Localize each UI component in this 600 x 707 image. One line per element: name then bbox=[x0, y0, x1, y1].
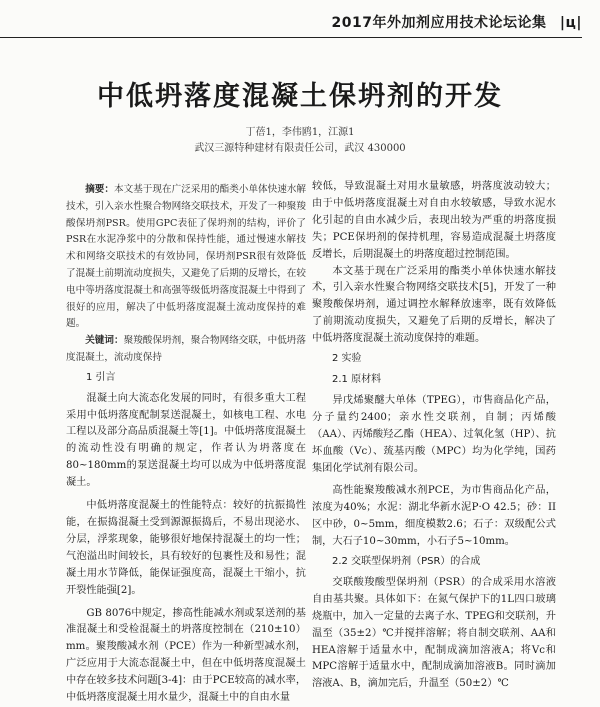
abstract-text: 本文基于现在广泛采用的酯类小单体快速水解技术，引入亲水性聚合物网络交联技术，开发了一种聚羧酸保坍剂PSR。使用GPC表征了保坍剂的结构，评价了PSR在水泥净浆中的分散和保持性能，通过慢速水解技术和网络交联技术的有效协同，保坍剂PSR很有效降低了混凝土前期流动度损失，又避免了后期的反增长，在较电中等坍落度混凝土和高强等级低坍落度混凝土中得到了很好的应用，解决了中低坍落度混凝土流动度保持的难题。 bbox=[66, 184, 307, 330]
section-heading-intro: 1 引言 bbox=[86, 371, 116, 383]
abstract bbox=[66, 182, 306, 333]
running-header bbox=[0, 12, 582, 32]
materials-paragraph-1: 异戊烯聚醚大单体（TPEG），市售商品化产品，分子量约2400；亲水性交联剂，自制；丙烯酸（AA）、丙烯酸羟乙酯（HEA）、过氧化氢（HP）、抗坏血酸（Vc）、巯基丙酸（MPC）均为化学纯，国药集团化学试剂有限公司。 bbox=[312, 394, 556, 474]
right-column bbox=[312, 179, 556, 693]
intro-paragraph-3: GB 8076中规定，掺高性能减水剂或泵送剂的基准混凝土和受检混凝土的坍落度控制在（210±10）mm。聚羧酸减水剂（PCE）作为一种新型减水剂，广泛应用于大流态混凝土中，但在中低坍落度混凝土中存在较多技术问题[3-4]：由于PCE较高的减水率，中低坍落度混凝土用水量少，混凝土中的自由水量 bbox=[66, 607, 307, 704]
section-heading-experiment: 2 实验 bbox=[332, 353, 362, 365]
intro-paragraph-4: 本文基于现在广泛采用的酯类小单体快速水解技术，引入亲水性聚合物网络交联技术[5]，开发了一种聚羧酸保坍剂，通过调控水解释放速率，既有效降低了前期流动度损失，又避免了后期的反增长，解决了中低坍落度混凝土流动度保持的难题。 bbox=[312, 265, 556, 345]
abstract-label: 摘要： bbox=[85, 184, 114, 195]
page-mark: |ц| bbox=[559, 15, 582, 31]
intro-paragraph-2: 中低坍落度混凝土的性能特点：较好的抗振捣性能，在振捣混凝土受到源源振捣后，不易出现泌水、分层，浮浆现象，能够很好地保持混凝土的均一性；气泡溢出时间较长，具有较好的包裹性及和易性；混凝土用水节降低，能保证强度高，混凝土干缩小，抗开裂性能强[2]。 bbox=[66, 500, 306, 596]
running-title: 2017年外加剂应用技术论坛论集 bbox=[331, 15, 547, 31]
left-column bbox=[66, 182, 306, 707]
section-heading-psr-synthesis: 2.2 交联型保坍剂（PSR）的合成 bbox=[332, 556, 481, 568]
paper-authors: 丁蓓1，李伟鸥1，江源1 bbox=[245, 127, 355, 138]
intro-paragraph-1: 混凝土向大流态化发展的同时，有很多重大工程采用中低坍落度配制泵送混凝土，如核电工程、水电工程以及部分高品质混凝土等[1]。中低坍落度混凝土的流动性没有明确的规定，作者认为坍落度在80~180mm的泵送混凝土均可以成为中低坍落度混凝土。 bbox=[66, 392, 306, 489]
psr-paragraph-1: 交联酸羧酸型保坍剂（PSR）的合成采用水溶液自由基共聚。具体如下：在氮气保护下的1L四口玻璃烧瓶中，加入一定量的去离子水、TPEG和交联剂，升温至（35±2）℃并搅拌溶解；将自制交联剂、AA和HEA溶解于适量水中，配制成滴加溶液A；将Vc和MPC溶解于适量水中，配制成滴加溶液B。同时滴加溶液A、B，滴加完后，升温至（50±2）℃ bbox=[312, 576, 556, 690]
intro-continued-paragraph: 较低，导致混凝土对用水量敏感，坍落度波动较大；由于中低坍落度混凝土对自由水较敏感，导致水泥水化引起的自由水减少后，表现出较为严重的坍落度损失；PCE保坍剂的保持机理，容易造成混凝土坍落度反增长，后期混凝土的坍落度超过控制范围。 bbox=[312, 181, 556, 260]
materials-paragraph-2: 高性能聚羧酸减水剂PCE，为市售商品化产品，浓度为40%；水泥：湖北华新水泥P·O 42.5；砂：II区中砂，0~5mm，细度模数2.6；石子：双级配公式制，大石子10~30mm，小石子5~10mm。 bbox=[312, 485, 556, 548]
keywords bbox=[66, 333, 306, 367]
section-heading-materials: 2.1 原材料 bbox=[332, 373, 382, 385]
keywords-text: 聚羧酸保坍剂，聚合物网络交联，中低坍落度混凝土，流动度保持 bbox=[66, 335, 307, 363]
keywords-label: 关键词： bbox=[85, 335, 124, 347]
header-rule bbox=[0, 37, 582, 38]
paper-title: 中低坍落度混凝土保坍剂的开发 bbox=[97, 81, 503, 112]
paper-affiliation: 武汉三源特种建材有限责任公司，武汉 430000 bbox=[194, 143, 406, 154]
